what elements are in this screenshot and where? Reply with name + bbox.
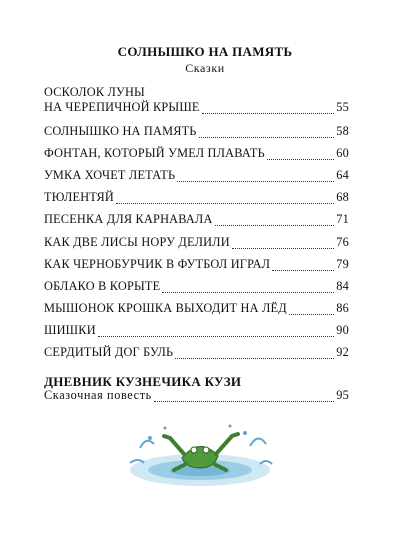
toc-entry[interactable] bbox=[44, 100, 349, 118]
dot-leader bbox=[116, 203, 334, 204]
toc-entry-page: 90 bbox=[336, 323, 349, 337]
toc-entry-page: 95 bbox=[336, 388, 349, 402]
section-title: СОЛНЫШКО НА ПАМЯТЬ bbox=[117, 44, 293, 59]
toc-entry-page: 60 bbox=[336, 146, 349, 160]
toc-entry-title: ПЕСЕНКА ДЛЯ КАРНАВАЛА bbox=[44, 212, 213, 226]
toc-entry[interactable] bbox=[44, 124, 349, 142]
dot-leader bbox=[154, 401, 334, 402]
dot-leader bbox=[98, 336, 335, 337]
toc-entry-page: 55 bbox=[336, 100, 349, 114]
toc-entry-page: 86 bbox=[336, 301, 349, 315]
toc-entry-title: ФОНТАН, КОТОРЫЙ УМЕЛ ПЛАВАТЬ bbox=[44, 146, 265, 160]
toc-entry-page: 58 bbox=[336, 124, 349, 138]
dot-leader bbox=[232, 248, 334, 249]
toc-entry-page: 92 bbox=[336, 345, 349, 359]
dot-leader bbox=[177, 181, 334, 182]
toc-entry-page: 71 bbox=[336, 212, 349, 226]
dot-leader bbox=[175, 358, 334, 359]
dot-leader bbox=[215, 225, 335, 226]
frog-splash-icon bbox=[120, 418, 280, 493]
toc-entry-title: ШИШКИ bbox=[44, 323, 96, 337]
toc-entry[interactable] bbox=[44, 301, 349, 319]
toc-entry-title: КАК ДВЕ ЛИСЫ НОРУ ДЕЛИЛИ bbox=[44, 235, 230, 249]
toc-entry-page: 84 bbox=[336, 279, 349, 293]
toc-entry[interactable] bbox=[44, 279, 349, 297]
toc-entry[interactable] bbox=[44, 388, 349, 406]
toc-entry[interactable] bbox=[44, 146, 349, 164]
toc-entry-line1: ОСКОЛОК ЛУНЫ bbox=[44, 85, 145, 99]
dot-leader bbox=[267, 159, 334, 160]
dot-leader bbox=[202, 113, 335, 114]
toc-entry[interactable] bbox=[44, 235, 349, 253]
section-subtitle: Сказки bbox=[185, 61, 225, 75]
toc-entry-title: УМКА ХОЧЕТ ЛЕТАТЬ bbox=[44, 168, 176, 182]
dot-leader bbox=[162, 292, 334, 293]
toc-entry-page: 64 bbox=[336, 168, 349, 182]
toc-entry[interactable] bbox=[44, 190, 349, 208]
toc-entry-title: КАК ЧЕРНОБУРЧИК В ФУТБОЛ ИГРАЛ bbox=[44, 257, 271, 271]
toc-entry-title: НА ЧЕРЕПИЧНОЙ КРЫШЕ bbox=[44, 100, 200, 114]
toc-entry[interactable] bbox=[44, 345, 349, 363]
toc-entry-title: СЕРДИТЫЙ ДОГ БУЛЬ bbox=[44, 345, 174, 359]
toc-entry-page: 68 bbox=[336, 190, 349, 204]
toc-entry[interactable] bbox=[44, 168, 349, 186]
dot-leader bbox=[289, 314, 335, 315]
toc-entry-title: СОЛНЫШКО НА ПАМЯТЬ bbox=[44, 124, 197, 138]
toc-entry-page: 79 bbox=[336, 257, 349, 271]
dot-leader bbox=[199, 137, 335, 138]
dot-leader bbox=[272, 270, 334, 271]
section2-title: ДНЕВНИК КУЗНЕЧИКА КУЗИ bbox=[44, 374, 242, 389]
toc-entry-title: Сказочная повесть bbox=[44, 388, 152, 402]
toc-entry-title: ОБЛАКО В КОРЫТЕ bbox=[44, 279, 161, 293]
toc-entry-title: МЫШОНОК КРОШКА ВЫХОДИТ НА ЛЁД bbox=[44, 301, 287, 315]
toc-entry[interactable] bbox=[44, 257, 349, 275]
toc-entry-page: 76 bbox=[336, 235, 349, 249]
toc-entry[interactable] bbox=[44, 323, 349, 341]
toc-entry[interactable] bbox=[44, 212, 349, 230]
toc-entry-title: ТЮЛЕНТЯЙ bbox=[44, 190, 114, 204]
